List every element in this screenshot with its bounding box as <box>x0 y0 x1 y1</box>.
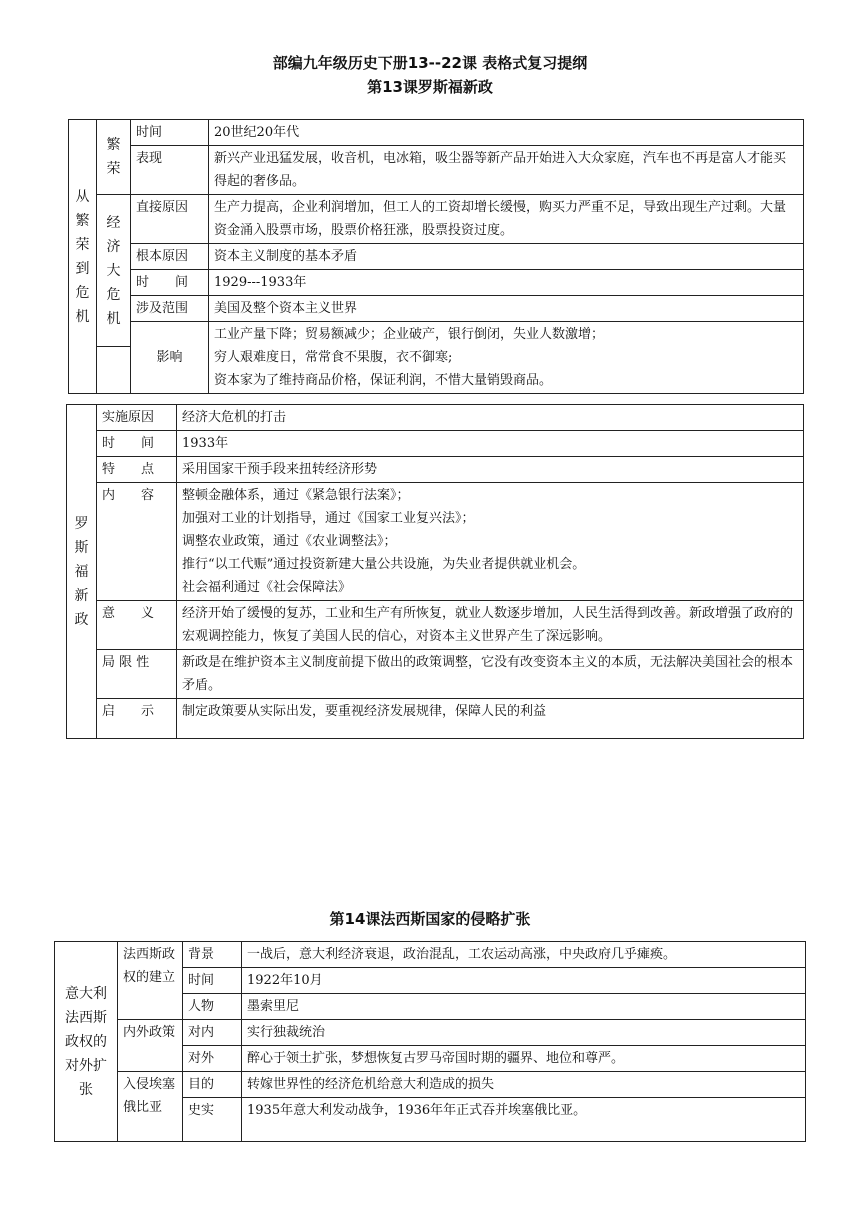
fact-value: 1935年意大利发动战争，1936年年正式吞并埃塞俄比亚。 <box>242 1098 806 1142</box>
impact-label: 影响 <box>131 322 209 394</box>
person-label: 人物 <box>183 994 242 1020</box>
foreign-label: 对外 <box>183 1046 242 1072</box>
scope-value: 美国及整个资本主义世界 <box>209 296 804 322</box>
crisis-time-value: 1929---1933年 <box>209 270 804 296</box>
time-value: 20世纪20年代 <box>209 120 804 146</box>
table-new-deal <box>66 404 804 739</box>
invasion-label: 入侵埃塞俄比亚 <box>118 1072 183 1142</box>
impact-value <box>209 322 804 394</box>
purpose-label: 目的 <box>183 1072 242 1098</box>
insight-value: 制定政策要从实际出发，要重视经济发展规律，保障人民的利益 <box>177 699 804 739</box>
feature-label: 特 点 <box>97 457 177 483</box>
empty-cell <box>97 347 131 394</box>
root-cause-value: 资本主义制度的基本矛盾 <box>209 244 804 270</box>
crisis-label: 经济大危机 <box>97 195 131 347</box>
background-value: 一战后，意大利经济衰退，政治混乱，工农运动高涨，中央政府几乎瘫痪。 <box>242 942 806 968</box>
foreign-value: 醉心于领土扩张，梦想恢复古罗马帝国时期的疆界、地位和尊严。 <box>242 1046 806 1072</box>
content-label: 内 容 <box>97 483 177 601</box>
scope-label: 涉及范围 <box>131 296 209 322</box>
content-line: 整顿金融体系，通过《紧急银行法案》； <box>182 488 410 503</box>
performance-label: 表现 <box>131 146 209 195</box>
italy-expansion-label: 意大利法西斯政权的对外扩张 <box>55 942 118 1142</box>
new-deal-label: 罗斯福新政 <box>67 405 97 739</box>
impact-line: 资本家为了维持商品价格，保证利润，不惜大量销毁商品。 <box>214 373 553 388</box>
prosperity-label: 繁荣 <box>97 120 131 195</box>
content-line: 加强对工业的计划指导，通过《国家工业复兴法》； <box>182 511 475 526</box>
fact-label: 史实 <box>183 1098 242 1142</box>
table-prosperity-to-crisis <box>68 119 804 394</box>
content-line: 调整农业政策，通过《农业调整法》； <box>182 534 397 549</box>
table-italy-fascism <box>54 941 806 1142</box>
feature-value: 采用国家干预手段来扭转经济形势 <box>177 457 804 483</box>
lesson-13-heading: 第13课罗斯福新政 <box>367 78 493 96</box>
regime-establishment-label: 法西斯政权的建立 <box>118 942 183 1020</box>
reason-value: 经济大危机的打击 <box>177 405 804 431</box>
reason-label: 实施原因 <box>97 405 177 431</box>
direct-cause-label: 直接原因 <box>131 195 209 244</box>
domestic-value: 实行独裁统治 <box>242 1020 806 1046</box>
background-label: 背景 <box>183 942 242 968</box>
nd-time-value: 1933年 <box>177 431 804 457</box>
root-cause-label: 根本原因 <box>131 244 209 270</box>
nd-time-label: 时 间 <box>97 431 177 457</box>
limitation-value: 新政是在维护资本主义制度前提下做出的政策调整，它没有改变资本主义的本质，无法解决美国社会的根本矛盾。 <box>177 650 804 699</box>
prosperity-to-crisis-label: 从繁荣到危机 <box>69 120 97 394</box>
impact-line: 穷人艰难度日，常常食不果腹，衣不御寒; <box>214 350 453 365</box>
domestic-label: 对内 <box>183 1020 242 1046</box>
lesson-14-heading: 第14课法西斯国家的侵略扩张 <box>329 910 531 928</box>
policy-label: 内外政策 <box>118 1020 183 1072</box>
content-value <box>177 483 804 601</box>
crisis-time-label: 时 间 <box>131 270 209 296</box>
document-title: 部编九年级历史下册13--22课 表格式复习提纲 <box>272 54 588 72</box>
meaning-value: 经济开始了缓慢的复苏，工业和生产有所恢复，就业人数逐步增加，人民生活得到改善。新政增强了政府的宏观调控能力，恢复了美国人民的信心，对资本主义世界产生了深远影响。 <box>177 601 804 650</box>
time-label: 时间 <box>131 120 209 146</box>
meaning-label: 意 义 <box>97 601 177 650</box>
insight-label: 启 示 <box>97 699 177 739</box>
limitation-label: 局 限 性 <box>97 650 177 699</box>
content-line: 社会福利通过《社会保障法》 <box>182 580 352 595</box>
performance-value: 新兴产业迅猛发展，收音机，电冰箱，吸尘器等新产品开始进入大众家庭，汽车也不再是富人才能买得起的奢侈品。 <box>209 146 804 195</box>
content-line: 推行“以工代赈”通过投资新建大量公共设施，为失业者提供就业机会。 <box>182 557 586 572</box>
person-value: 墨索里尼 <box>242 994 806 1020</box>
it-time-label: 时间 <box>183 968 242 994</box>
purpose-value: 转嫁世界性的经济危机给意大利造成的损失 <box>242 1072 806 1098</box>
direct-cause-value: 生产力提高，企业利润增加，但工人的工资却增长缓慢，购买力严重不足，导致出现生产过剩。大量资金涌入股票市场，股票价格狂涨，股票投资过度。 <box>209 195 804 244</box>
impact-line: 工业产量下降；贸易额减少；企业破产，银行倒闭，失业人数激增； <box>214 327 605 342</box>
it-time-value: 1922年10月 <box>242 968 806 994</box>
